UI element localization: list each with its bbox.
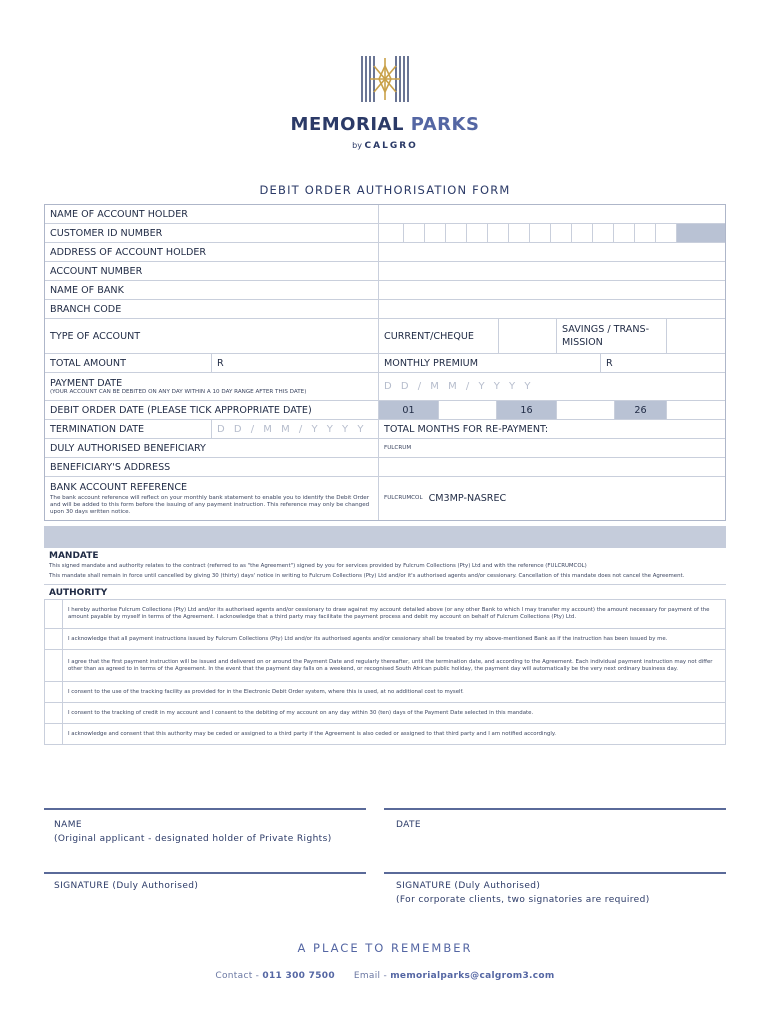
payment-date-note: (YOUR ACCOUNT CAN BE DEBITED ON ANY DAY WITHIN A 10 DAY RANGE AFTER THIS DATE): [50, 388, 307, 395]
option-26-tick[interactable]: [667, 401, 725, 419]
brand-name-bold: MEMORIAL: [290, 114, 404, 135]
authority-tick[interactable]: [45, 682, 63, 702]
date-label: DATE: [396, 820, 422, 830]
email-label: Email -: [353, 971, 388, 981]
byline-company: CALGRO: [364, 141, 418, 151]
account-type-label: TYPE OF ACCOUNT: [45, 319, 379, 353]
signature-1-line: [44, 872, 366, 874]
beneficiary-label: DULY AUTHORISED BENEFICIARY: [45, 439, 379, 457]
customer-id-boxes[interactable]: [379, 224, 725, 242]
termination-date-label: TERMINATION DATE: [45, 420, 212, 438]
payment-date-label: PAYMENT DATE: [50, 377, 123, 389]
account-holder-label: NAME OF ACCOUNT HOLDER: [45, 205, 379, 223]
contact-phone[interactable]: 011 300 7500: [262, 971, 335, 981]
authority-item: [45, 628, 725, 649]
account-number-field[interactable]: [379, 262, 725, 280]
brand-name: [0, 114, 770, 135]
authority-text: I agree that the first payment instruction will be issued and delivered on or around the Payment Date and regularly thereafter, until the termination date, and according to the Agreement. Each individual payment instruction may not differ other than as agreed to in terms of the Agreement. In the event that the payment day falls on a weekend, or recognised South African public holiday, the payment day will automatically be the very next ordinary business day.: [68, 658, 713, 672]
mandate-section: [44, 548, 726, 745]
row-bank-name: [45, 281, 725, 300]
row-amount: [45, 354, 725, 373]
section-divider: [44, 526, 726, 548]
authority-tick[interactable]: [45, 724, 63, 744]
row-account-holder: [45, 205, 725, 224]
tagline: A PLACE TO REMEMBER: [297, 941, 473, 955]
name-block[interactable]: [54, 818, 332, 846]
option-16-tick[interactable]: [557, 401, 615, 419]
current-cheque-checkbox[interactable]: [499, 319, 557, 353]
bank-ref-label-cell: [45, 477, 379, 520]
bank-ref-note: The bank account reference will reflect on your monthly bank statement to enable you to identify the Debit Order and will be added to this form before the issuing of any payment instruction. This reference may only be changed upon 30 days written notice.: [50, 494, 370, 515]
name-sublabel: (Original applicant - designated holder of Private Rights): [54, 834, 332, 844]
authority-text: I hereby authorise Fulcrum Collections (Pty) Ltd and/or its authorised agents and/or cessionary to draw against my account detailed above (or any other Bank to which I may transfer my account) the amount necessary for payment of the amount payable by myself in terms of the Agreement. I acknowledge that a third party may facilitate the payment process and debit my account on behalf of Fulcrum Collections (Pty) Ltd.: [68, 607, 710, 620]
name-line: [44, 808, 366, 810]
authority-heading: AUTHORITY: [44, 584, 726, 599]
brand-logo: [0, 52, 770, 151]
authority-item: [45, 702, 725, 723]
branch-code-label: BRANCH CODE: [45, 300, 379, 318]
termination-date-field[interactable]: D D / M M / Y Y Y Y: [212, 420, 379, 438]
row-debit-order-date: [45, 401, 725, 420]
option-16[interactable]: 16: [497, 401, 557, 419]
signature-1-block[interactable]: [54, 879, 198, 893]
date-line: [384, 808, 726, 810]
authority-list: [44, 599, 726, 745]
current-cheque-label: CURRENT/CHEQUE: [379, 319, 499, 353]
bank-ref-value: CM3MP-NASREC: [428, 493, 507, 504]
bank-name-label: NAME OF BANK: [45, 281, 379, 299]
mandate-line-1: This signed mandate and authority relates to the contract (referred to as "the Agreement") signed by you for services provided by Fulcrum Collections (Pty) Ltd and with the reference (FULCRUMCOL): [49, 563, 587, 569]
debit-order-date-label: DEBIT ORDER DATE (PLEASE TICK APPROPRIATE DATE): [45, 401, 379, 419]
authority-tick[interactable]: [45, 600, 63, 628]
bank-ref-label: BANK ACCOUNT REFERENCE: [50, 481, 188, 493]
authority-tick[interactable]: [45, 650, 63, 681]
bank-ref-prefix: FULCRUMCOL: [384, 495, 423, 501]
savings-checkbox[interactable]: [667, 319, 725, 353]
byline-by: by: [352, 141, 362, 150]
option-01[interactable]: 01: [379, 401, 439, 419]
authority-tick[interactable]: [45, 703, 63, 723]
mandate-heading: MANDATE: [49, 551, 99, 561]
authority-text: I consent to the tracking of credit in my account and I consent to the debiting of my account on any day within 30 (ten) days of the Payment Date selected in this mandate.: [68, 709, 534, 716]
mandate-line-2: This mandate shall remain in force until cancelled by giving 30 (thirty) days' notice in writing to Fulcrum Collections (Pty) Ltd and/or it's authorised agents and/or cessionary. Cancellation of this mandate does not cancel the Agreement.: [49, 572, 685, 579]
row-account-number: [45, 262, 725, 281]
total-months-label: TOTAL MONTHS FOR RE-PAYMENT:: [384, 423, 549, 435]
option-26[interactable]: 26: [615, 401, 667, 419]
brand-name-light: PARKS: [410, 114, 480, 135]
account-number-label: ACCOUNT NUMBER: [45, 262, 379, 280]
beneficiary-address-label: BENEFICIARY'S ADDRESS: [45, 458, 379, 476]
payment-date-field[interactable]: D D / M M / Y Y Y Y: [384, 381, 534, 392]
beneficiary-address-field: [379, 458, 725, 476]
total-amount-currency: R: [217, 357, 224, 369]
contact-label: Contact -: [215, 971, 260, 981]
date-block[interactable]: [396, 818, 421, 832]
branch-code-field[interactable]: [379, 300, 725, 318]
bank-ref-value-cell: [379, 477, 725, 520]
authority-item: [45, 649, 725, 681]
row-branch-code: [45, 300, 725, 319]
authority-item: [45, 599, 725, 628]
payment-date-label-cell: [45, 373, 379, 400]
brand-byline: [0, 141, 770, 151]
row-address: [45, 243, 725, 262]
total-amount-field[interactable]: [212, 354, 379, 372]
row-payment-date: [45, 373, 725, 401]
memorial-parks-emblem-icon: [358, 52, 412, 106]
authority-item: [45, 681, 725, 702]
row-account-type: [45, 319, 725, 354]
row-customer-id: [45, 224, 725, 243]
monthly-premium-currency: R: [606, 357, 613, 369]
row-beneficiary-address: [45, 458, 725, 477]
authority-item: [45, 723, 725, 744]
authority-text: I consent to the use of the tracking facility as provided for in the Electronic Debit Order system, where this is used, at no additional cost to myself.: [68, 688, 464, 695]
account-holder-field[interactable]: [379, 205, 725, 223]
bank-name-field[interactable]: [379, 281, 725, 299]
signature-2-label: SIGNATURE (Duly Authorised): [396, 881, 541, 891]
contact-email[interactable]: memorialparks@calgrom3.com: [390, 971, 555, 981]
contact-line: [0, 971, 770, 981]
monthly-premium-field[interactable]: [601, 354, 725, 372]
name-label: NAME: [54, 820, 82, 830]
signature-2-block[interactable]: [396, 879, 650, 907]
monthly-premium-label: MONTHLY PREMIUM: [379, 354, 601, 372]
debit-order-form: [44, 204, 726, 521]
option-01-tick[interactable]: [439, 401, 497, 419]
authority-tick[interactable]: [45, 629, 63, 649]
address-field[interactable]: [379, 243, 725, 261]
address-label: ADDRESS OF ACCOUNT HOLDER: [45, 243, 379, 261]
total-amount-label: TOTAL AMOUNT: [45, 354, 212, 372]
signature-2-sublabel: (For corporate clients, two signatories are required): [396, 895, 650, 905]
signature-2-line: [384, 872, 726, 874]
form-title: DEBIT ORDER AUTHORISATION FORM: [259, 183, 511, 197]
savings-label: SAVINGS / TRANS-MISSION: [557, 319, 667, 353]
authority-text: I acknowledge and consent that this authority may be ceded or assigned to a third party if the Agreement is also ceded or assigned to that third party and I am notified accordingly.: [68, 730, 557, 737]
customer-id-label: CUSTOMER ID NUMBER: [45, 224, 379, 242]
beneficiary-value: FULCRUM: [384, 444, 412, 451]
signature-1-label: SIGNATURE (Duly Authorised): [54, 881, 199, 891]
authority-text: I acknowledge that all payment instructions issued by Fulcrum Collections (Pty) Ltd and/or its authorised agents and/or cessionary shall be treated by my above-mentioned Bank as if the instruction has been issued by me.: [68, 635, 668, 642]
row-bank-reference: [45, 477, 725, 520]
row-beneficiary: [45, 439, 725, 458]
row-termination: [45, 420, 725, 439]
